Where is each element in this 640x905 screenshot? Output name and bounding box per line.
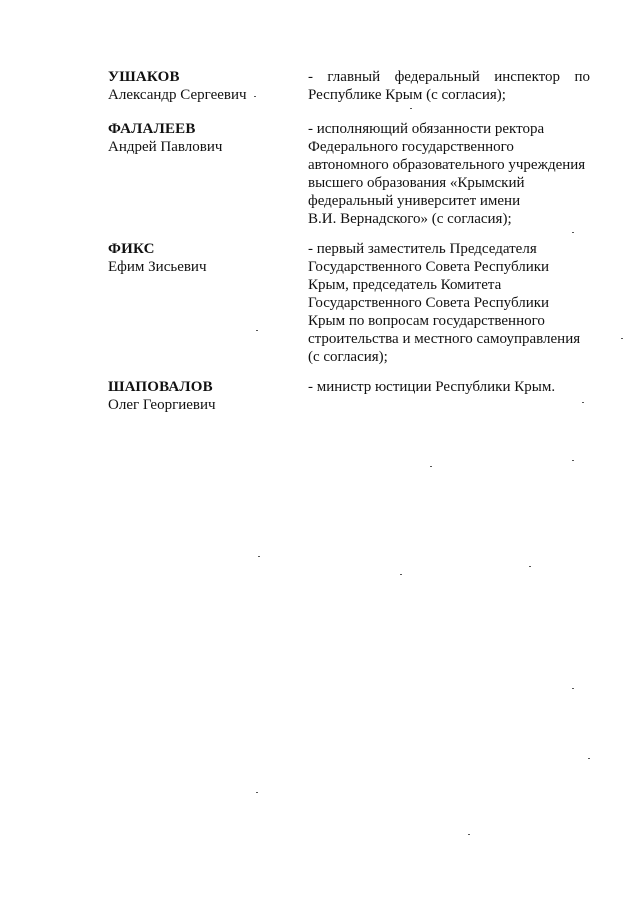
scan-speck (572, 460, 574, 461)
member-given-name: Ефим Зисьевич (108, 259, 207, 275)
description-line: федеральный университет имени (308, 193, 521, 209)
description-line: В.И. Вернадского» (с согласия); (308, 211, 512, 227)
description-line: Государственного Совета Республики (308, 295, 550, 311)
description-line: Федерального государственного (308, 139, 514, 155)
scan-speck (256, 792, 258, 793)
scan-speck (254, 96, 256, 97)
member-description (308, 120, 590, 228)
member-description (308, 240, 590, 366)
member-description (308, 378, 590, 396)
scan-speck (258, 556, 260, 557)
description-line: - исполняющий обязанности ректора (308, 121, 545, 137)
member-surname: ШАПОВАЛОВ (108, 379, 213, 395)
description-line: автономного образовательного учреждения (308, 157, 586, 173)
member-surname: ФИКС (108, 241, 155, 257)
scan-speck (621, 338, 623, 339)
description-line: - министр юстиции Республики Крым. (308, 379, 556, 395)
scan-speck (256, 330, 258, 331)
scan-speck (468, 834, 470, 835)
description-line: Республике Крым (с согласия); (308, 87, 506, 103)
description-line: Крым по вопросам государственного (308, 313, 545, 329)
scan-speck (588, 758, 590, 759)
description-word: главный (327, 69, 381, 85)
member-given-name: Александр Сергеевич (108, 87, 247, 103)
description-line: строительства и местного самоуправления (308, 331, 581, 347)
description-line (308, 68, 590, 86)
scan-speck (572, 688, 574, 689)
scan-speck (430, 466, 432, 467)
scan-speck (529, 566, 531, 567)
member-name (108, 68, 298, 104)
description-word: инспектор (494, 69, 561, 85)
member-given-name: Олег Георгиевич (108, 397, 216, 413)
description-line: Государственного Совета Республики (308, 259, 550, 275)
description-word: - (308, 69, 313, 85)
description-line: (с согласия); (308, 349, 388, 365)
scan-speck (400, 574, 402, 575)
scan-speck (572, 232, 574, 233)
description-word: федеральный (394, 69, 480, 85)
member-name (108, 378, 298, 414)
member-name (108, 240, 298, 276)
description-line: высшего образования «Крымский (308, 175, 525, 191)
scan-speck (582, 402, 584, 403)
member-surname: ФАЛАЛЕЕВ (108, 121, 196, 137)
scan-speck (410, 108, 412, 109)
member-name (108, 120, 298, 156)
member-surname: УШАКОВ (108, 69, 180, 85)
description-line: Крым, председатель Комитета (308, 277, 502, 293)
member-given-name: Андрей Павлович (108, 139, 223, 155)
member-description (308, 68, 590, 104)
description-line: - первый заместитель Председателя (308, 241, 537, 257)
description-word: по (574, 69, 590, 85)
